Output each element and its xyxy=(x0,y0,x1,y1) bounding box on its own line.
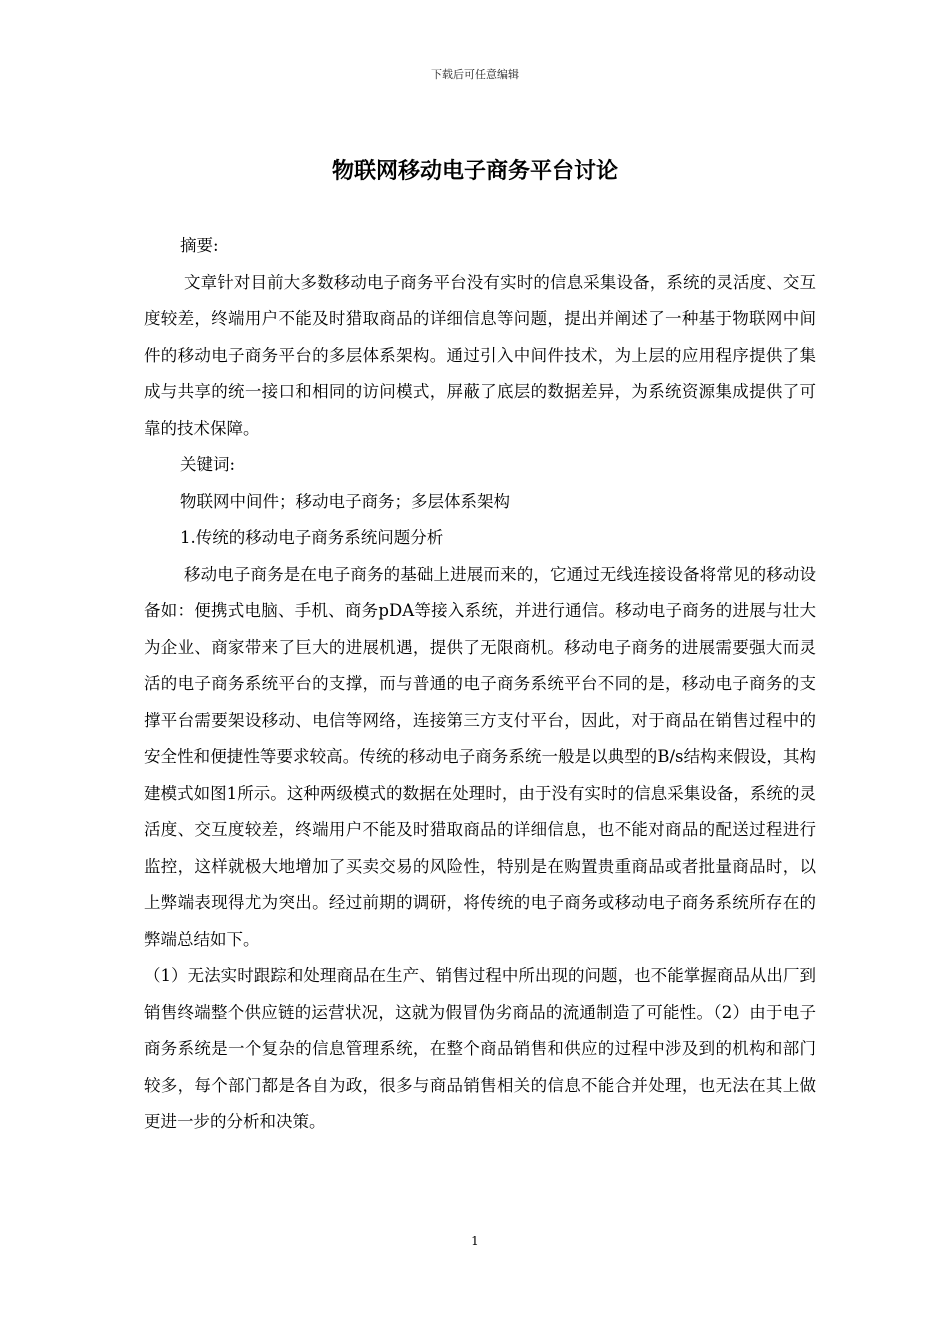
section-heading: 1.传统的移动电子商务系统问题分析 xyxy=(180,528,444,547)
abstract-label: 摘要: xyxy=(180,236,219,255)
page-number: 1 xyxy=(471,1234,479,1248)
abstract-text: 文章针对目前大多数移动电子商务平台没有实时的信息采集设备，系统的灵活度、交互度较差，终端用户不能及时猎取商品的详细信息等问题，提出并阐述了一种基于物联网中间件的移动电子商务平台的多层体系架构。通过引入中间件技术，为上层的应用程序提供了集成与共享的统一接口和相同的访问模式，屏蔽了底层的数据差异，为系统资源集成提供了可靠的技术保障。 xyxy=(144,272,816,438)
keywords-label: 关键词: xyxy=(180,455,236,474)
document-body xyxy=(144,228,816,1141)
keywords-text: 物联网中间件；移动电子商务；多层体系架构 xyxy=(180,491,510,511)
section-paragraph: （1）无法实时跟踪和处理商品在生产、销售过程中所出现的问题，也不能掌握商品从出厂到销售终端整个供应链的运营状况，这就为假冒伪劣商品的流通制造了可能性。（2）由于电子商务系统是一个复杂的信息管理系统，在整个商品销售和供应的过程中涉及到的机构和部门较多，每个部门都是各自为政，很多与商品销售相关的信息不能合并处理，也无法在其上做更进一步的分析和决策。 xyxy=(144,966,816,1131)
header-note: 下载后可任意编辑 xyxy=(431,68,519,81)
section-paragraph: 移动电子商务是在电子商务的基础上进展而来的，它通过无线连接设备将常见的移动设备如：便携式电脑、手机、商务pDA等接入系统，并进行通信。移动电子商务的进展与壮大为企业、商家带来了巨大的进展机遇，提供了无限商机。移动电子商务的进展需要强大而灵活的电子商务系统平台的支撑，而与普通的电子商务系统平台不同的是，移动电子商务的支撑平台需要架设移动、电信等网络，连接第三方支付平台，因此，对于商品在销售过程中的安全性和便捷性等要求较高。传统的移动电子商务系统一般是以典型的B/s结构来假设，其构建模式如图1所示。这种两级模式的数据在处理时，由于没有实时的信息采集设备，系统的灵活度、交互度较差，终端用户不能及时猎取商品的详细信息，也不能对商品的配送过程进行监控，这样就极大地增加了买卖交易的风险性，特别是在购置贵重商品或者批量商品时，以上弊端表现得尤为突出。经过前期的调研，将传统的电子商务或移动电子商务系统所存在的弊端总结如下。 xyxy=(144,564,816,949)
document-title: 物联网移动电子商务平台讨论 xyxy=(331,159,618,184)
